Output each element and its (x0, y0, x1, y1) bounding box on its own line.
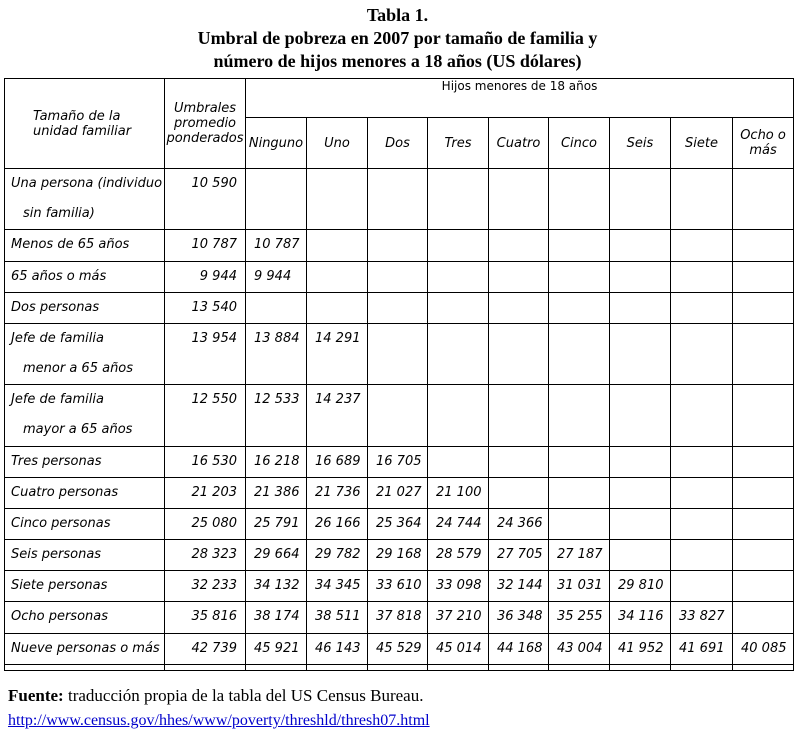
table-row (5, 230, 794, 261)
table-row (5, 292, 794, 323)
filler-cell (549, 664, 610, 670)
filler-cell (246, 664, 307, 670)
weighted-threshold-cell: 32 233 (165, 571, 246, 602)
header-col-siete: Siete (671, 118, 733, 169)
threshold-cell (671, 292, 733, 323)
threshold-cell (610, 446, 671, 477)
threshold-cell (368, 169, 428, 230)
filler-cell (489, 664, 549, 670)
threshold-cell (307, 169, 368, 230)
table-title (0, 4, 795, 73)
filler-cell (307, 664, 368, 670)
source-footer (8, 684, 430, 733)
poverty-threshold-table (4, 78, 794, 671)
threshold-cell (733, 602, 794, 633)
threshold-cell (489, 477, 549, 508)
weighted-threshold-cell: 13 954 (165, 323, 246, 384)
threshold-cell (671, 446, 733, 477)
weighted-threshold-cell: 13 540 (165, 292, 246, 323)
header-col-uno: Uno (307, 118, 368, 169)
threshold-cell (428, 230, 489, 261)
threshold-cell (671, 508, 733, 539)
table-row (5, 446, 794, 477)
threshold-cell (549, 169, 610, 230)
threshold-cell: 45 014 (428, 633, 489, 664)
table-row (5, 571, 794, 602)
table-row (5, 540, 794, 571)
threshold-cell: 38 174 (246, 602, 307, 633)
threshold-cell: 29 782 (307, 540, 368, 571)
threshold-cell (733, 230, 794, 261)
title-line-1: Tabla 1. (366, 5, 429, 25)
header-col-ninguno: Ninguno (246, 118, 307, 169)
threshold-cell (489, 385, 549, 446)
threshold-cell: 16 705 (368, 446, 428, 477)
table-row (5, 508, 794, 539)
header-col-tres: Tres (428, 118, 489, 169)
threshold-cell (671, 169, 733, 230)
threshold-cell: 26 166 (307, 508, 368, 539)
table-row (5, 323, 794, 384)
weighted-threshold-cell: 10 787 (165, 230, 246, 261)
threshold-cell: 24 366 (489, 508, 549, 539)
threshold-cell: 40 085 (733, 633, 794, 664)
threshold-cell: 31 031 (549, 571, 610, 602)
threshold-cell: 41 952 (610, 633, 671, 664)
threshold-cell: 34 345 (307, 571, 368, 602)
threshold-cell: 37 818 (368, 602, 428, 633)
threshold-cell (733, 323, 794, 384)
threshold-cell (610, 230, 671, 261)
threshold-cell: 14 237 (307, 385, 368, 446)
threshold-cell: 10 787 (246, 230, 307, 261)
threshold-cell: 28 579 (428, 540, 489, 571)
threshold-cell: 16 218 (246, 446, 307, 477)
threshold-cell (549, 385, 610, 446)
weighted-threshold-cell: 42 739 (165, 633, 246, 664)
threshold-cell (368, 261, 428, 292)
filler-cell (368, 664, 428, 670)
row-label: Una persona (individuo sin familia) (5, 169, 165, 230)
threshold-cell (733, 508, 794, 539)
title-line-2: Umbral de pobreza en 2007 por tamaño de familia y (197, 28, 598, 48)
row-label: Ocho personas (5, 602, 165, 633)
threshold-cell (549, 230, 610, 261)
threshold-cell (733, 292, 794, 323)
threshold-cell: 46 143 (307, 633, 368, 664)
threshold-cell (610, 508, 671, 539)
source-line (8, 684, 430, 708)
row-label: Menos de 65 años (5, 230, 165, 261)
threshold-cell: 16 689 (307, 446, 368, 477)
weighted-threshold-cell: 9 944 (165, 261, 246, 292)
threshold-cell (671, 540, 733, 571)
threshold-cell: 25 364 (368, 508, 428, 539)
threshold-cell: 43 004 (549, 633, 610, 664)
table-row (5, 385, 794, 446)
threshold-cell: 34 132 (246, 571, 307, 602)
threshold-cell (549, 508, 610, 539)
row-label: Cuatro personas (5, 477, 165, 508)
threshold-cell: 33 610 (368, 571, 428, 602)
table-row (5, 477, 794, 508)
threshold-cell: 21 027 (368, 477, 428, 508)
header-col-cinco: Cinco (549, 118, 610, 169)
threshold-cell (428, 261, 489, 292)
threshold-cell (733, 169, 794, 230)
threshold-cell: 33 827 (671, 602, 733, 633)
threshold-cell: 38 511 (307, 602, 368, 633)
threshold-cell (428, 169, 489, 230)
threshold-cell (610, 477, 671, 508)
threshold-cell: 14 291 (307, 323, 368, 384)
threshold-cell (489, 446, 549, 477)
threshold-cell: 34 116 (610, 602, 671, 633)
header-children-under-18: Hijos menores de 18 años (246, 79, 794, 118)
threshold-cell (733, 477, 794, 508)
threshold-cell: 37 210 (428, 602, 489, 633)
weighted-threshold-cell: 21 203 (165, 477, 246, 508)
table-filler-row (5, 664, 794, 670)
filler-cell (5, 664, 165, 670)
threshold-cell (610, 385, 671, 446)
threshold-cell (671, 477, 733, 508)
header-weighted-threshold: Umbrales promedio ponderados (165, 79, 246, 169)
table-row (5, 633, 794, 664)
threshold-cell (733, 571, 794, 602)
row-label: Jefe de familia menor a 65 años (5, 323, 165, 384)
threshold-cell: 32 144 (489, 571, 549, 602)
threshold-cell (733, 261, 794, 292)
threshold-cell: 36 348 (489, 602, 549, 633)
filler-cell (733, 664, 794, 670)
source-label: Fuente: (8, 686, 64, 705)
table-row (5, 169, 794, 230)
filler-cell (610, 664, 671, 670)
threshold-cell: 21 100 (428, 477, 489, 508)
threshold-cell: 44 168 (489, 633, 549, 664)
header-col-dos: Dos (368, 118, 428, 169)
threshold-cell (610, 323, 671, 384)
threshold-cell (610, 292, 671, 323)
table-body (5, 169, 794, 671)
threshold-cell: 29 664 (246, 540, 307, 571)
threshold-cell: 45 529 (368, 633, 428, 664)
threshold-cell (671, 230, 733, 261)
threshold-cell (549, 292, 610, 323)
threshold-cell (610, 169, 671, 230)
row-label: Siete personas (5, 571, 165, 602)
row-label: 65 años o más (5, 261, 165, 292)
threshold-cell: 33 098 (428, 571, 489, 602)
row-label: Cinco personas (5, 508, 165, 539)
filler-cell (671, 664, 733, 670)
threshold-cell (733, 385, 794, 446)
threshold-cell: 12 533 (246, 385, 307, 446)
threshold-cell (368, 385, 428, 446)
threshold-cell (671, 323, 733, 384)
row-label: Jefe de familia mayor a 65 años (5, 385, 165, 446)
source-url-link[interactable]: http://www.census.gov/hhes/www/poverty/threshld/thresh07.html (8, 712, 430, 729)
threshold-cell: 21 736 (307, 477, 368, 508)
threshold-cell (428, 385, 489, 446)
threshold-cell (246, 169, 307, 230)
threshold-cell: 45 921 (246, 633, 307, 664)
threshold-cell (368, 292, 428, 323)
row-label: Tres personas (5, 446, 165, 477)
threshold-cell (489, 323, 549, 384)
threshold-cell (549, 446, 610, 477)
header-col-seis: Seis (610, 118, 671, 169)
threshold-cell (489, 169, 549, 230)
threshold-cell (307, 292, 368, 323)
filler-cell (428, 664, 489, 670)
threshold-cell (549, 261, 610, 292)
weighted-threshold-cell: 10 590 (165, 169, 246, 230)
threshold-cell (733, 540, 794, 571)
threshold-cell: 41 691 (671, 633, 733, 664)
filler-cell (165, 664, 246, 670)
weighted-threshold-cell: 16 530 (165, 446, 246, 477)
title-line-3: número de hijos menores a 18 años (US dólares) (213, 51, 582, 71)
threshold-cell: 24 744 (428, 508, 489, 539)
weighted-threshold-cell: 28 323 (165, 540, 246, 571)
threshold-cell: 29 810 (610, 571, 671, 602)
threshold-cell (489, 292, 549, 323)
weighted-threshold-cell: 35 816 (165, 602, 246, 633)
threshold-cell (428, 446, 489, 477)
header-col-cuatro: Cuatro (489, 118, 549, 169)
source-text: traducción propia de la tabla del US Census Bureau. (63, 686, 424, 705)
threshold-cell (671, 571, 733, 602)
threshold-cell: 27 187 (549, 540, 610, 571)
threshold-cell: 35 255 (549, 602, 610, 633)
threshold-cell (428, 323, 489, 384)
threshold-cell: 13 884 (246, 323, 307, 384)
table-row (5, 602, 794, 633)
threshold-cell (549, 477, 610, 508)
threshold-cell (549, 323, 610, 384)
threshold-cell (489, 261, 549, 292)
header-family-size: Tamaño de la unidad familiar (5, 79, 165, 169)
threshold-cell: 29 168 (368, 540, 428, 571)
threshold-cell (610, 540, 671, 571)
threshold-cell (307, 261, 368, 292)
row-label: Dos personas (5, 292, 165, 323)
threshold-cell (489, 230, 549, 261)
weighted-threshold-cell: 25 080 (165, 508, 246, 539)
threshold-cell: 9 944 (246, 261, 307, 292)
threshold-cell (671, 261, 733, 292)
threshold-cell (733, 446, 794, 477)
threshold-cell (368, 230, 428, 261)
threshold-cell (428, 292, 489, 323)
threshold-cell (307, 230, 368, 261)
threshold-cell (610, 261, 671, 292)
threshold-cell (368, 323, 428, 384)
header-col-ocho-o-mas: Ocho o más (733, 118, 794, 169)
threshold-cell: 27 705 (489, 540, 549, 571)
table-row (5, 261, 794, 292)
threshold-cell: 25 791 (246, 508, 307, 539)
threshold-cell (246, 292, 307, 323)
threshold-cell (671, 385, 733, 446)
threshold-cell: 21 386 (246, 477, 307, 508)
row-label: Nueve personas o más (5, 633, 165, 664)
row-label: Seis personas (5, 540, 165, 571)
weighted-threshold-cell: 12 550 (165, 385, 246, 446)
